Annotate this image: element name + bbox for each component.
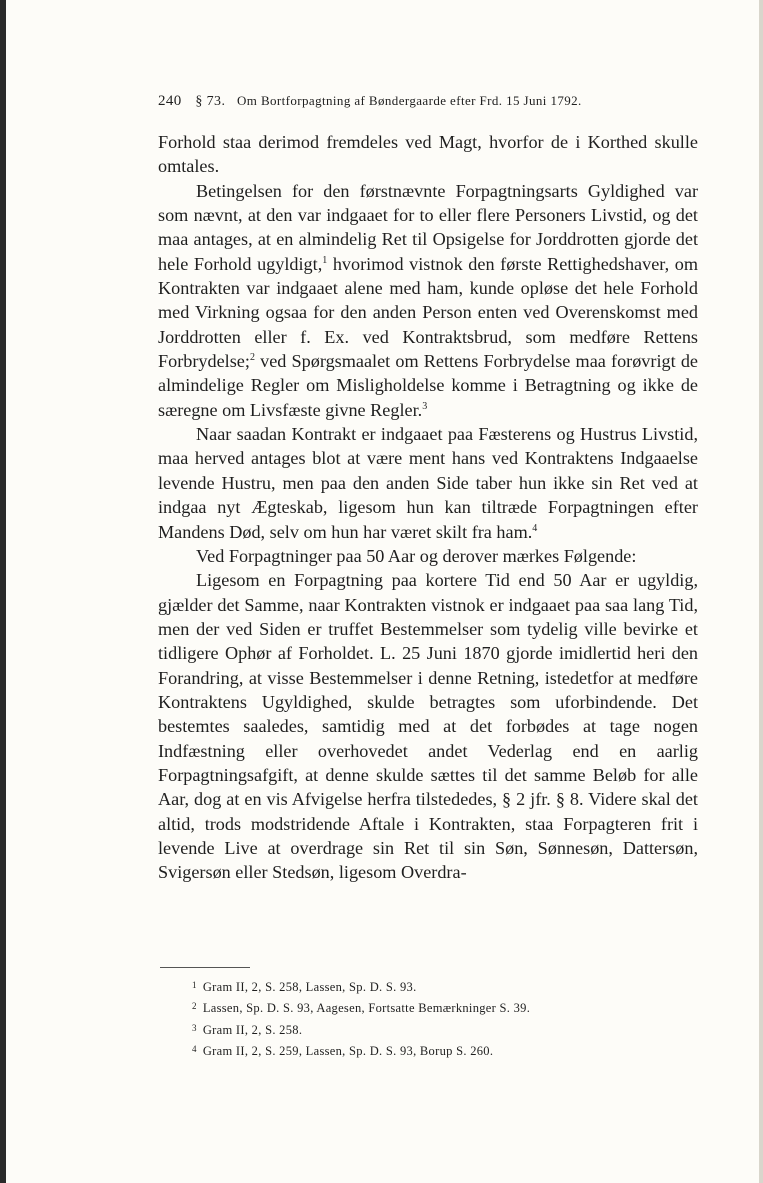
paragraph-text: Ved Forpagtninger paa 50 Aar og derover mærkes Følgende: <box>196 545 637 566</box>
footnote-text: Gram II, 2, S. 258, Lassen, Sp. D. S. 93. <box>202 980 417 994</box>
paragraph <box>158 544 698 568</box>
footnote <box>192 976 672 997</box>
footnote-mark: 3 <box>192 1022 197 1033</box>
footnote-rule <box>160 967 250 968</box>
paragraph-text: ved Spørgsmaalet om Rettens Forbrydelse maa forøvrigt de almindelige Regler om Misligholdelse komme i Betragtning og ikke de særegne om Livsfæste givne Regler. <box>158 351 698 420</box>
scan-right-edge <box>759 0 763 1183</box>
footnote-reference: 3 <box>422 400 428 412</box>
section-number: § 73. <box>195 94 226 109</box>
paragraph <box>158 422 698 544</box>
footnote <box>192 997 672 1018</box>
footnote <box>192 1040 672 1061</box>
footnote-text: Gram II, 2, S. 258. <box>202 1022 303 1037</box>
footnote-reference: 4 <box>532 522 538 534</box>
page-number: 240 <box>158 93 182 109</box>
footnote-text: Gram II, 2, S. 259, Lassen, Sp. D. S. 93, Borup S. 260. <box>202 1043 494 1058</box>
footnote-reference: 2 <box>249 352 255 364</box>
footnotes <box>192 976 672 1061</box>
paragraph-text: Betingelsen for den førstnævnte Forpagtningsarts Gyldighed var som nævnt, at den var indgaaet for to eller flere Personers Livstid, og det maa antages, at en almindelig Ret til Opsigelse for Jorddrotten gjorde det hele Forhold ugyldigt, <box>158 180 698 274</box>
paragraph-text: Forhold staa derimod fremdeles ved Magt, hvorfor de i Korthed skulle omtales. <box>158 132 698 177</box>
running-header <box>158 93 698 110</box>
paragraph-text: hvorimod vistnok den første Rettighedshaver, om Kontrakten var indgaaet alene med ham, kunde opløse det hele Forhold med Virkning ogsaa for den anden Person enten ved Overenskomst med Jorddrotten eller f. Ex. ved Kontraktsbrud, som medføre Rettens Forbrydelse; <box>158 253 698 372</box>
paragraph <box>158 568 698 884</box>
footnote-mark: 1 <box>192 980 197 990</box>
paragraph-text: Naar saadan Kontrakt er indgaaet paa Fæsterens og Hustrus Livstid, maa herved antages blot at være ment hans ved Kontraktens Indgaaelse levende Hustru, men paa den anden Side taber hun ikke sin Ret ved at indgaa nyt Ægteskab, ligesom hun kan tiltræde Forpagtningen efter Mandens Død, selv om hun har været skilt fra ham. <box>158 424 698 542</box>
footnote-mark: 2 <box>192 1001 197 1012</box>
footnote-mark: 4 <box>192 1043 197 1054</box>
footnote-reference: 1 <box>322 254 328 266</box>
paragraph <box>158 130 698 179</box>
paragraph <box>158 179 698 422</box>
footnote <box>192 1019 672 1040</box>
scan-left-edge <box>0 0 6 1183</box>
footnote-text: Lassen, Sp. D. S. 93, Aagesen, Fortsatte Bemærkninger S. 39. <box>202 1001 531 1016</box>
paragraph-text: Ligesom en Forpagtning paa kortere Tid end 50 Aar er ugyldig, gjælder det Samme, naar Kontrakten vistnok er indgaaet paa saa lang Tid, men der ved Siden er truffet Bestemmelser som tydelig ville bevirke et tidligere Ophør af Forholdet. L. 25 Juni 1870 gjorde imidlertid heri den Forandring, at visse Bestemmelser i denne Retning, istedetfor at medføre Kontraktens Ugyldighed, skulde betragtes som uforbindende. Det bestemtes saaledes, samtidig med at det forbødes at tage nogen Indfæstning eller overhovedet andet Vederlag end en aarlig Forpagtningsafgift, at denne skulde sættes til det samme Beløb for alle Aar, dog at en vis Afvigelse herfra tilstededes, § 2 jfr. § 8. Videre skal det altid, trods modstridende Aftale i Kontrakten, staa Forpagteren frit i levende Live at overdrage sin Ret til sin Søn, Sønnesøn, Dattersøn, Svigersøn eller Stedsøn, ligesom Overdra- <box>158 570 698 883</box>
running-title: Om Bortforpagtning af Bøndergaarde efter Frd. 15 Juni 1792. <box>237 93 582 108</box>
body-text <box>158 130 698 885</box>
